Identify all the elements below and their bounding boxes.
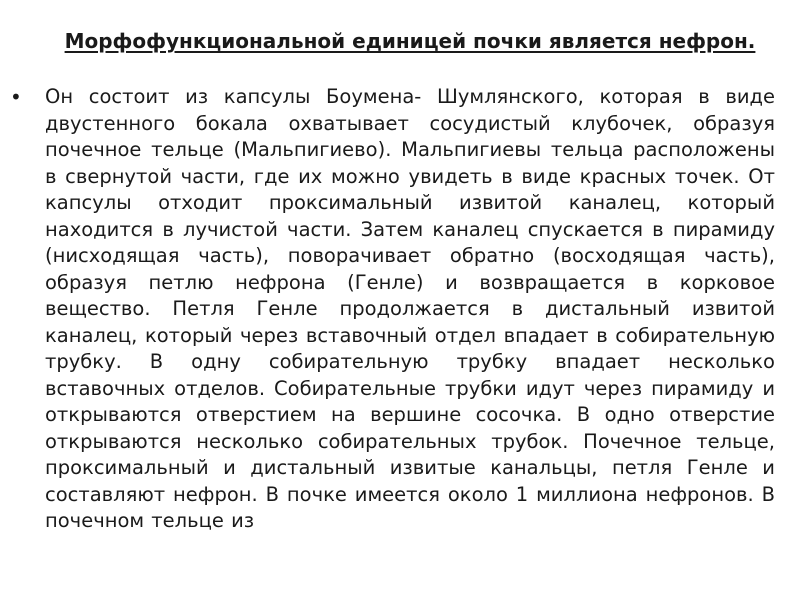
bullet-text: Он состоит из капсулы Боумена- Шумлянского, которая в виде двустенного бокала охватывает сосудистый клубочек, образуя почечное тельце (Мальпигиево). Мальпигиевы тельца расположены в свернутой части, где их можно увидеть в виде красных точек. От капсулы отходит проксимальный извитой каналец, который находится в лучистой части. Затем каналец спускается в пирамиду (нисходящая часть), поворачивает обратно (восходящая часть), образуя петлю нефрона (Генле) и возвращается в корковое вещество. Петля Генле продолжается в дистальный извитой каналец, который через вставочный отдел впадает в собирательную трубку. В одну собирательную трубку впадает несколько вставочных отделов. Собирательные трубки идут через пирамиду и открываются отверстием на вершине сосочка. В одно отверстие открываются несколько собирательных трубок. Почечное тельце, проксимальный и дистальный извитые канальцы, петля Генле и составляют нефрон. В почке имеется около 1 миллиона нефронов. В почечном тельце из bbox=[45, 85, 775, 532]
slide-title: Морфофункциональной единицей почки является нефрон. bbox=[64, 29, 756, 53]
bullet-marker: • bbox=[10, 85, 22, 109]
